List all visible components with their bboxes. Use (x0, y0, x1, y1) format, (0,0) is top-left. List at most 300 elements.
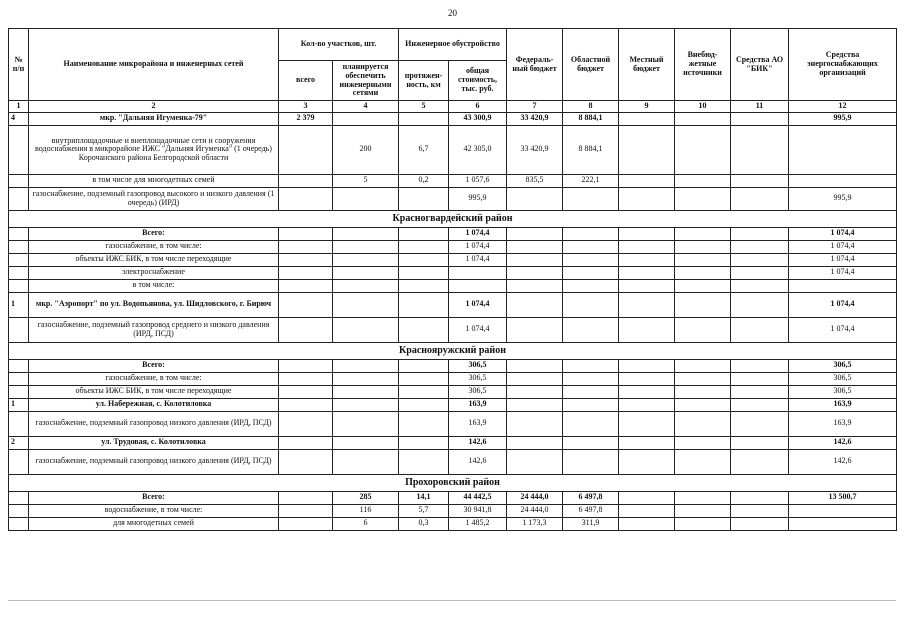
table-cell (399, 240, 449, 253)
table-row (9, 491, 897, 504)
table-cell: 306,5 (449, 359, 507, 372)
table-row (9, 174, 897, 187)
row-name-cell: газоснабжение, подземный газопровод высокого и низкого давления (1 очередь) (ИРД) (29, 187, 279, 210)
table-cell (731, 227, 789, 240)
table-cell: 1 485,2 (449, 517, 507, 530)
table-cell (619, 449, 675, 474)
table-cell: 1 (9, 398, 29, 411)
table-cell: 306,5 (449, 385, 507, 398)
table-cell: 13 500,7 (789, 491, 897, 504)
table-cell (619, 398, 675, 411)
table-cell (279, 398, 333, 411)
table-cell (507, 449, 563, 474)
table-cell (563, 398, 619, 411)
table-row (9, 372, 897, 385)
table-cell (563, 279, 619, 292)
table-cell (507, 279, 563, 292)
table-cell: 24 444,0 (507, 504, 563, 517)
header-plots-total: всего (279, 61, 333, 101)
table-cell (619, 227, 675, 240)
table-cell (507, 372, 563, 385)
page-bottom-rule (8, 600, 896, 601)
table-cell (675, 449, 731, 474)
table-cell (279, 436, 333, 449)
table-cell (507, 359, 563, 372)
table-cell: 142,6 (789, 449, 897, 474)
header-cost: общая стоимость, тыс. руб. (449, 61, 507, 101)
table-cell: 995,9 (449, 187, 507, 210)
table-cell (563, 266, 619, 279)
table-row (9, 112, 897, 125)
table-cell: 6,7 (399, 125, 449, 174)
table-cell (279, 491, 333, 504)
table-cell (619, 253, 675, 266)
table-cell (507, 317, 563, 342)
table-cell (9, 517, 29, 530)
table-cell: 2 (9, 436, 29, 449)
table-cell (279, 504, 333, 517)
table-cell: 163,9 (789, 398, 897, 411)
table-cell (507, 292, 563, 317)
region-title: Красногвардейский район (9, 210, 897, 227)
table-cell (399, 436, 449, 449)
table-cell (731, 504, 789, 517)
table-cell (731, 174, 789, 187)
table-cell (619, 385, 675, 398)
table-cell (789, 125, 897, 174)
row-name-cell: объекты ИЖС БИК, в том числе переходящие (29, 385, 279, 398)
table-cell (619, 359, 675, 372)
table-cell (333, 436, 399, 449)
table-cell (563, 411, 619, 436)
column-number: 11 (731, 101, 789, 113)
table-cell (731, 292, 789, 317)
column-number: 9 (619, 101, 675, 113)
row-name-cell: в том числе: (29, 279, 279, 292)
table-cell (9, 317, 29, 342)
table-cell (399, 292, 449, 317)
table-cell (9, 187, 29, 210)
table-cell (789, 504, 897, 517)
table-cell (619, 187, 675, 210)
table-cell (9, 266, 29, 279)
table-cell: 163,9 (789, 411, 897, 436)
table-cell (675, 253, 731, 266)
table-cell (279, 240, 333, 253)
table-cell: 2 379 (279, 112, 333, 125)
table-cell (675, 266, 731, 279)
table-cell (731, 125, 789, 174)
table-cell (731, 372, 789, 385)
table-cell: 835,5 (507, 174, 563, 187)
table-cell (563, 436, 619, 449)
table-cell (731, 517, 789, 530)
table-cell (507, 385, 563, 398)
table-cell: 4 (9, 112, 29, 125)
row-name-cell: мкр. "Дальняя Игуменка-79" (29, 112, 279, 125)
table-cell: 1 173,3 (507, 517, 563, 530)
table-cell: 6 (333, 517, 399, 530)
table-cell (333, 398, 399, 411)
table-cell (619, 174, 675, 187)
table-cell: 1 074,4 (789, 240, 897, 253)
table-cell (507, 240, 563, 253)
table-cell (333, 266, 399, 279)
table-cell (563, 227, 619, 240)
table-cell (507, 253, 563, 266)
table-cell: 5,7 (399, 504, 449, 517)
table-cell (619, 112, 675, 125)
table-cell (9, 449, 29, 474)
row-name-cell: объекты ИЖС БИК, в том числе переходящие (29, 253, 279, 266)
header-regional: Областной бюджет (563, 29, 619, 101)
column-number: 3 (279, 101, 333, 113)
table-cell (399, 112, 449, 125)
table-cell: 14,1 (399, 491, 449, 504)
table-row (9, 517, 897, 530)
table-cell (399, 253, 449, 266)
row-name-cell: ул. Набережная, с. Колотиловка (29, 398, 279, 411)
table-cell (675, 317, 731, 342)
table-cell: 163,9 (449, 398, 507, 411)
header-num: № п/п (9, 29, 29, 101)
header-bik: Средства АО "БИК" (731, 29, 789, 101)
table-row (9, 266, 897, 279)
table-cell (675, 292, 731, 317)
table-cell: 116 (333, 504, 399, 517)
table-cell (507, 411, 563, 436)
table-row (9, 292, 897, 317)
table-cell (279, 317, 333, 342)
table-cell (399, 187, 449, 210)
table-cell (9, 125, 29, 174)
header-plots-planned: планируется обеспечить инженерными сетями (333, 61, 399, 101)
table-cell (333, 317, 399, 342)
table-cell (9, 372, 29, 385)
table-cell (449, 266, 507, 279)
table-cell (507, 436, 563, 449)
table-cell: 1 074,4 (449, 240, 507, 253)
table-cell: 1 (9, 292, 29, 317)
table-cell: 0,2 (399, 174, 449, 187)
row-name-cell: Всего: (29, 359, 279, 372)
row-name-cell: в том числе для многодетных семей (29, 174, 279, 187)
column-number: 5 (399, 101, 449, 113)
table-cell (731, 240, 789, 253)
table-cell (9, 491, 29, 504)
table-cell (563, 385, 619, 398)
table-row (9, 436, 897, 449)
table-cell (399, 372, 449, 385)
table-cell: 995,9 (789, 112, 897, 125)
table-cell (563, 372, 619, 385)
table-cell: 200 (333, 125, 399, 174)
header-energy: Средства энергоснабжающих организаций (789, 29, 897, 101)
table-cell (333, 187, 399, 210)
table-cell (563, 317, 619, 342)
table-cell: 306,5 (789, 385, 897, 398)
table-cell (563, 253, 619, 266)
table-cell: 1 074,4 (449, 292, 507, 317)
table-cell (675, 359, 731, 372)
table-row (9, 449, 897, 474)
table-cell (731, 436, 789, 449)
table-cell (619, 504, 675, 517)
table-cell (9, 279, 29, 292)
table-cell (675, 517, 731, 530)
column-number: 10 (675, 101, 731, 113)
table-row (9, 411, 897, 436)
table-cell (731, 491, 789, 504)
header-infra-group: Инженерное обустройство (399, 29, 507, 61)
table-cell (333, 449, 399, 474)
table-cell (731, 253, 789, 266)
table-cell (399, 227, 449, 240)
table-cell (789, 279, 897, 292)
table-cell (399, 317, 449, 342)
row-name-cell: газоснабжение, подземный газопровод низкого давления (ИРД, ПСД) (29, 411, 279, 436)
table-cell (563, 292, 619, 317)
table-cell (279, 253, 333, 266)
table-cell (399, 411, 449, 436)
row-name-cell: внутриплощадочные и внеплощадочные сети и сооружения водоснабжения в микрорайоне ИЖС "Дальняя Игуменка" (1 очередь) Корочанского района Белгородской области (29, 125, 279, 174)
table-cell (675, 279, 731, 292)
table-cell: 1 074,4 (789, 317, 897, 342)
table-cell: 1 074,4 (789, 253, 897, 266)
table-row (9, 279, 897, 292)
table-cell (675, 491, 731, 504)
table-cell (731, 112, 789, 125)
table-cell (731, 385, 789, 398)
table-cell (675, 436, 731, 449)
table-cell (789, 517, 897, 530)
table-cell (279, 292, 333, 317)
table-cell (279, 411, 333, 436)
table-cell (279, 372, 333, 385)
table-cell (333, 372, 399, 385)
table-cell (619, 317, 675, 342)
column-number: 6 (449, 101, 507, 113)
table-cell: 1 074,4 (449, 227, 507, 240)
table-cell: 33 420,9 (507, 125, 563, 174)
table-cell (675, 372, 731, 385)
column-number: 4 (333, 101, 399, 113)
region-title: Прохоровский район (9, 474, 897, 491)
table-cell (675, 227, 731, 240)
table-cell: 30 941,8 (449, 504, 507, 517)
table-cell (9, 359, 29, 372)
table-cell (619, 292, 675, 317)
table-cell (9, 253, 29, 266)
column-number: 2 (29, 101, 279, 113)
table-cell (675, 411, 731, 436)
table-cell: 311,9 (563, 517, 619, 530)
header-name: Наименование микрорайона и инженерных сетей (29, 29, 279, 101)
row-name-cell: электроснабжение (29, 266, 279, 279)
table-cell (789, 174, 897, 187)
table-cell (279, 125, 333, 174)
row-name-cell: для многодетных семей (29, 517, 279, 530)
column-number: 7 (507, 101, 563, 113)
table-cell (731, 317, 789, 342)
page-number: 20 (448, 8, 457, 18)
column-number: 1 (9, 101, 29, 113)
table-cell (279, 187, 333, 210)
table-cell (333, 279, 399, 292)
table-cell (399, 449, 449, 474)
table-cell: 44 442,5 (449, 491, 507, 504)
table-cell: 163,9 (449, 411, 507, 436)
table-cell (619, 279, 675, 292)
row-name-cell: мкр. "Аэропорт" по ул. Водопьянова, ул. Шидловского, г. Бирюч (29, 292, 279, 317)
table-cell (675, 504, 731, 517)
table-row (9, 253, 897, 266)
table-cell (399, 385, 449, 398)
column-numbers-row (9, 101, 897, 113)
table-cell (563, 359, 619, 372)
row-name-cell: газоснабжение, в том числе: (29, 372, 279, 385)
table-cell (279, 449, 333, 474)
header-length: протяжен- ность, км (399, 61, 449, 101)
table-row (9, 398, 897, 411)
table-cell (619, 240, 675, 253)
table-cell (675, 174, 731, 187)
table-cell (675, 385, 731, 398)
table-cell (333, 411, 399, 436)
table-cell: 222,1 (563, 174, 619, 187)
table-cell (333, 253, 399, 266)
table-cell: 306,5 (449, 372, 507, 385)
table-cell (507, 398, 563, 411)
table-cell (675, 240, 731, 253)
row-name-cell: Всего: (29, 491, 279, 504)
table-cell (449, 279, 507, 292)
table-row (9, 125, 897, 174)
table-cell (731, 398, 789, 411)
table-cell: 1 074,4 (789, 266, 897, 279)
table-cell: 1 074,4 (789, 227, 897, 240)
table-cell: 1 074,4 (449, 317, 507, 342)
table-cell (9, 240, 29, 253)
table-cell (675, 398, 731, 411)
table-cell: 142,6 (449, 436, 507, 449)
table-cell: 6 497,8 (563, 504, 619, 517)
table-cell (507, 227, 563, 240)
table-cell (333, 112, 399, 125)
table-cell (9, 385, 29, 398)
table-cell: 995,9 (789, 187, 897, 210)
table-cell (619, 517, 675, 530)
table-cell (279, 517, 333, 530)
table-cell: 8 884,1 (563, 125, 619, 174)
header-offbudget: Внебюд- жетные источники (675, 29, 731, 101)
table-cell: 5 (333, 174, 399, 187)
table-cell (333, 240, 399, 253)
region-header-row (9, 210, 897, 227)
header-plots-group: Кол-во участков, шт. (279, 29, 399, 61)
region-title: Краснояружский район (9, 342, 897, 359)
table-cell (399, 398, 449, 411)
row-name-cell: ул. Трудовая, с. Колотиловка (29, 436, 279, 449)
table-cell (563, 449, 619, 474)
table-cell (9, 174, 29, 187)
table-cell (731, 187, 789, 210)
table-cell (619, 491, 675, 504)
table-cell (731, 449, 789, 474)
table-cell (619, 436, 675, 449)
table-cell: 0,3 (399, 517, 449, 530)
table-cell (619, 372, 675, 385)
table-cell (619, 125, 675, 174)
table-cell (675, 112, 731, 125)
region-header-row (9, 474, 897, 491)
table-cell (279, 279, 333, 292)
table-cell (333, 292, 399, 317)
table-cell (9, 411, 29, 436)
table-cell: 8 884,1 (563, 112, 619, 125)
header-local: Местный бюджет (619, 29, 675, 101)
table-cell: 142,6 (789, 436, 897, 449)
table-cell (399, 266, 449, 279)
table-cell (279, 359, 333, 372)
table-cell: 43 300,9 (449, 112, 507, 125)
table-cell (563, 240, 619, 253)
header-row-1 (9, 29, 897, 61)
table-cell (279, 174, 333, 187)
table-cell (279, 385, 333, 398)
table-cell (399, 279, 449, 292)
table-cell (675, 187, 731, 210)
table-cell (9, 504, 29, 517)
table-cell: 42 305,0 (449, 125, 507, 174)
table-row (9, 227, 897, 240)
table-cell: 24 444,0 (507, 491, 563, 504)
table-cell: 6 497,8 (563, 491, 619, 504)
row-name-cell: газоснабжение, подземный газопровод среднего и низкого давления (ИРД, ПСД) (29, 317, 279, 342)
table-cell (731, 266, 789, 279)
row-name-cell: водоснабжение, в том числе: (29, 504, 279, 517)
table-row (9, 504, 897, 517)
table-row (9, 317, 897, 342)
table-cell (731, 359, 789, 372)
column-number: 12 (789, 101, 897, 113)
table-cell: 285 (333, 491, 399, 504)
column-number: 8 (563, 101, 619, 113)
table-cell (619, 411, 675, 436)
row-name-cell: газоснабжение, подземный газопровод низкого давления (ИРД, ПСД) (29, 449, 279, 474)
table-cell (279, 266, 333, 279)
table-cell: 1 074,4 (789, 292, 897, 317)
table-cell (399, 359, 449, 372)
table-cell: 1 057,6 (449, 174, 507, 187)
table-cell (9, 227, 29, 240)
table-row (9, 359, 897, 372)
table-row (9, 385, 897, 398)
row-name-cell: Всего: (29, 227, 279, 240)
table-cell: 1 074,4 (449, 253, 507, 266)
table-cell (333, 359, 399, 372)
table-cell: 306,5 (789, 372, 897, 385)
table-cell: 33 420,9 (507, 112, 563, 125)
financing-table (8, 28, 897, 531)
header-federal: Федераль- ный бюджет (507, 29, 563, 101)
table-cell (675, 125, 731, 174)
table-cell (507, 266, 563, 279)
table-cell (333, 227, 399, 240)
table-row (9, 187, 897, 210)
region-header-row (9, 342, 897, 359)
table-cell (333, 385, 399, 398)
